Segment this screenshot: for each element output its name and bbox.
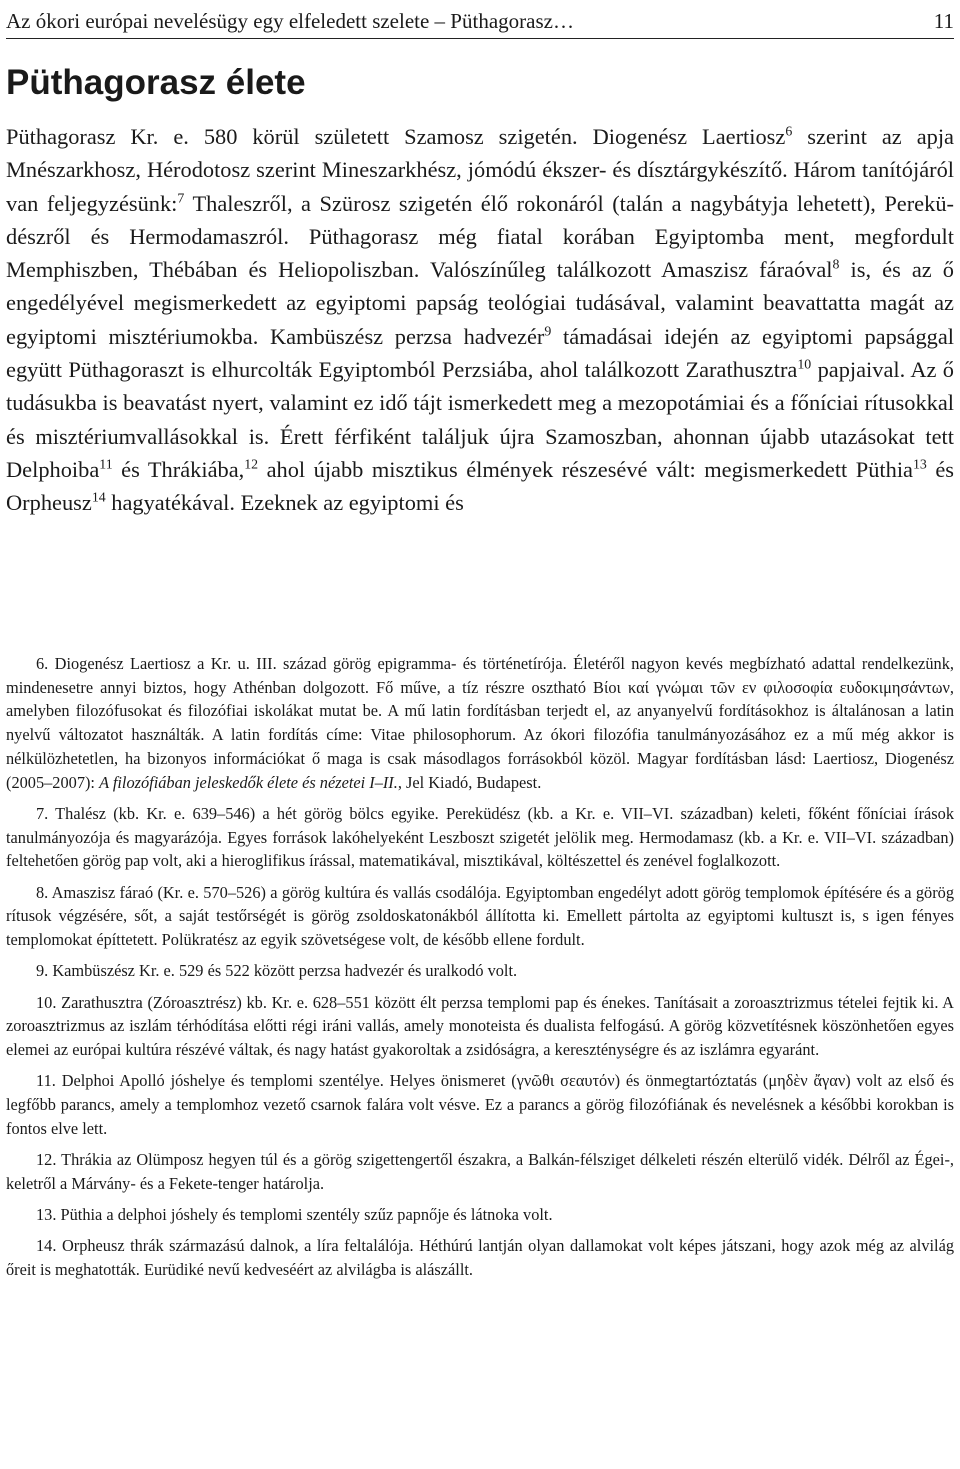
- footnote-11: 11. Delphoi Apolló jóshelye és templomi szentélye. Helyes önismeret (γνῶθι σεαυτόν) és önmegtartóztatás (μηδὲν ἄγαν) volt az első és legfőbb parancs, amely a templomhoz vezető csarnok falára volt vésve. Ez a parancs a görög filozófiának és nevelésnek a későbbi korokban is fontos elve lett.: [6, 1071, 954, 1138]
- footnote-ref-12[interactable]: 12: [244, 457, 259, 473]
- body-text: hagyatékával. Ezeknek az egyiptomi és: [105, 490, 464, 516]
- footnote-10: 10. Zarathusztra (Zóroasztrész) kb. Kr. e. 628–551 között élt perzsa templomi pap és énekes. Tanításait a zoroasztrizmus tételei fejtik ki. A zoroasztrizmus az iszlám térhódítása előtti régi iráni vallás, amely monoteista és dualista felfogású. A görög közvetítésnek köszönhetően egyes elemei az európai kultúra részévé váltak, és nagy hatást gyakoroltak a zsidóságra, a kereszténységre és az iszlámra egyaránt.: [6, 992, 954, 1059]
- footnote-text: 6. Diogenész Laertiosz a Kr. u. III. század görög epigramma- és történetírója. Életéről nagyon kevés megbízható adattal rendelkezünk, mindenesetre annyi biztos, hogy Athénban dolgozott. Fő műve, a tíz részre osztható Βίοι καί γνώμαι τῶν εν φιλοσοφία ευδοκιμησάντων, amelyben filozófusokat és filozófiai iskolákat mutat be. A mű latin fordításban terjedt el, az anyanyelvű fordításokhoz is általánosan a latin nyelvű változatot használták. A latin fordítás címe: Vitae philosophorum. Az ókori filozófia tanulmányozásához ez a mű még akkor is nélkülözhetetlen, ha bizonyos információkat ő maga is csak másodlagos forrásokból közöl. Magyar fordításban lásd: Laertiosz, Diogenész (2005–2007):: [6, 654, 954, 792]
- footnote-9: 9. Kambüszész Kr. e. 529 és 522 között perzsa hadvezér és uralkodó volt.: [36, 961, 518, 981]
- footnote-book-title: A filozófiában jeleskedők élete és nézetei I–II.: [99, 772, 398, 792]
- running-title: Az ókori európai nevelésügy egy elfeledett szelete – Püthagorasz…: [6, 8, 574, 33]
- footnote-ref-14[interactable]: 14: [91, 490, 106, 506]
- body-text: szerint az apja Mnészarkhosz, Hérodotosz szerint Mineszarkhész, jómódú ékszer- és dísztárgykészítő. Három tanítójáról van feljegyzésünk:: [6, 124, 954, 216]
- body-text: és Thrákiába,: [112, 456, 245, 482]
- body-text: Püthagorasz Kr. e. 580 körül született Szamosz szigetén. Diogenész Laertiosz: [6, 124, 786, 149]
- footnote-ref-9[interactable]: 9: [544, 324, 552, 340]
- footnote-ref-13[interactable]: 13: [912, 457, 927, 473]
- footnote-12: 12. Thrákia az Olümposz hegyen túl és a görög szigettengertől északra, a Balkán-félsziget délkeleti részén elterülő vidék. Délről az Égei-, keletről a Márvány- és a Fekete-tenger határolja.: [6, 1149, 954, 1193]
- body-text: papjaival. Az ő tudásukba is beavatást nyert, valamint ez idő tájt ismerkedett meg a mezopotámiai és a főníciai rítusokkal és misztériumvallásokkal is. Érett férfiként találjuk újra Szamoszban, ahonnan újabb utazásokat tett Delphoiba: [6, 357, 954, 482]
- footnote-6: [6, 652, 954, 794]
- footnote-13: 13. Püthia a delphoi jóshely és templomi szentély szűz papnője és látnoka volt.: [36, 1204, 553, 1224]
- footnote-text: , Jel Kiadó, Budapest.: [397, 772, 542, 792]
- footnote-8: 8. Amaszisz fáraó (Kr. e. 570–526) a görög kultúra és vallás csodálója. Egyiptomban engedélyt adott görög templomok építésére és a görög rítusok végzésére, sőt, a saját testőrségét is görög zsoldoskatonákból állította ki. Emellett pártolta az egyiptomi kultuszt is, s igen fényes templomokat építtetett. Polükratész az egyik szövetségese volt, de később ellene fordult.: [6, 882, 954, 949]
- body-text: Thaleszről, a Szürosz szigetén élő rokonáról (talán a nagybátyja lehetett), Pereküdészről és Hermodamaszról. Püthagorasz még fiatal korában Egyiptomba ment, megfordult Memphiszben, Thébában és Heliopoliszban. Valószínűleg találkozott Amaszisz fáraóval: [6, 190, 954, 283]
- body-text: ahol újabb misztikus élmények részesévé vált: megismerkedett Püthia: [258, 456, 913, 482]
- running-header: [6, 4, 954, 39]
- footnote-ref-6[interactable]: 6: [785, 124, 793, 140]
- footnotes: [6, 652, 954, 1289]
- footnote-ref-8[interactable]: 8: [832, 257, 840, 273]
- footnote-14: 14. Orpheusz thrák származású dalnok, a líra feltalálója. Héthúrú lantján olyan dallamokat volt képes játszani, hogy azok még az alvilág őreit is meghatották. Eurüdiké nevű kedveséért az alvilágba is alászállt.: [6, 1236, 954, 1279]
- section-title: Püthagorasz élete: [6, 63, 306, 102]
- footnote-ref-10[interactable]: 10: [797, 357, 812, 373]
- body-text: és Orpheusz: [6, 456, 954, 516]
- footnote-7: 7. Thalész (kb. Kr. e. 639–546) a hét görög bölcs egyike. Pereküdész (kb. a Kr. e. VII–VI. században) keleti, főként főníciai írások tanulmányozója és magyarázója. Egyes források lakóhelyeként Leszboszt szigetét jelölik meg. Hermodamasz (kb. a Kr. e. VII–VI. században) feltehetően görög pap volt, aki a hieroglifikus írással, matematikával, misztikával, költészettel és zenével foglalkozott.: [6, 803, 954, 871]
- page-number: 11: [933, 8, 954, 33]
- footnote-ref-11[interactable]: 11: [99, 457, 113, 473]
- footnote-ref-7[interactable]: 7: [177, 191, 185, 207]
- body-paragraph: [6, 120, 954, 520]
- body-text: támadásai idején az egyiptomi papsággal együtt Püthagoraszt is elhurcolták Egyiptomból Perzsiába, ahol találkozott Zarathusztra: [6, 323, 954, 383]
- body-text: is, és az ő engedélyével megismerkedett az egyiptomi papság teológiai tudásával, valamint beavattatta magát az egyiptomi misztériumokba. Kambüszész perzsa hadvezér: [6, 257, 955, 349]
